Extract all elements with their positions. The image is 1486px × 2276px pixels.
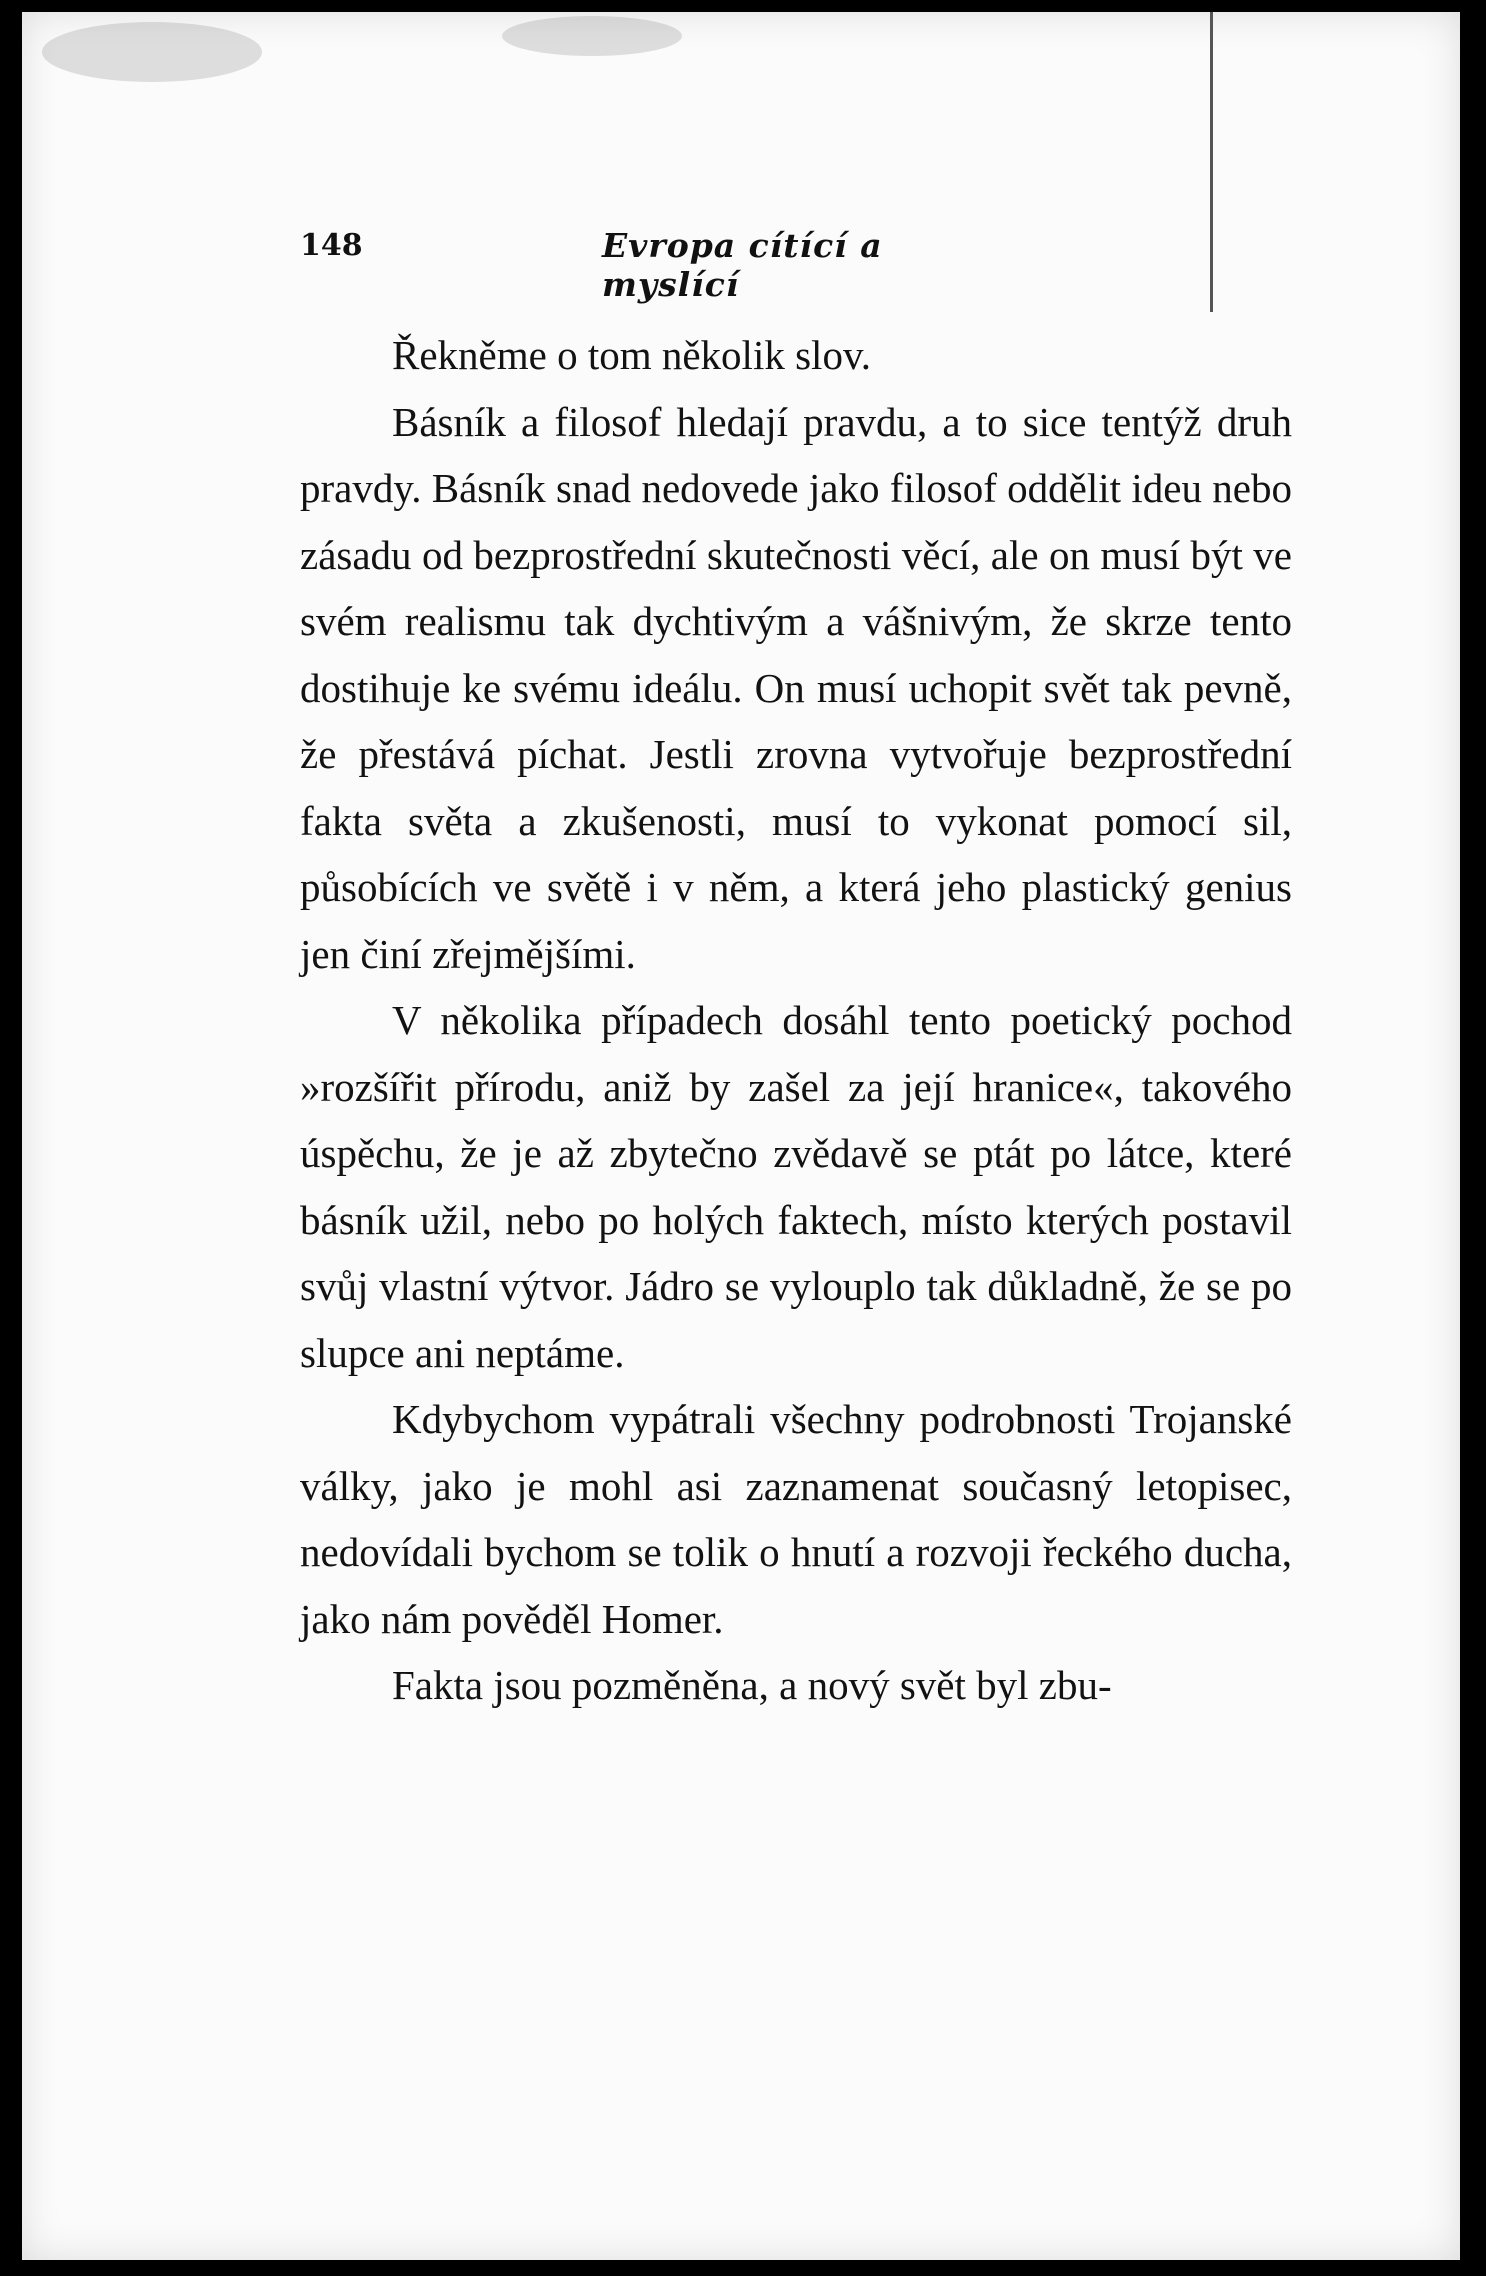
paragraph: Kdybychom vypátrali všechny podrobnosti Trojanské války, jako je mohl asi zaznamenat současný letopisec, nedovídali bychom se tolik o hnutí a rozvoji řeckého ducha, jako nám pověděl Homer. [300, 1396, 1292, 1642]
scan-smudge [42, 22, 262, 82]
paragraph: Fakta jsou pozměněna, a nový svět byl zbu- [392, 1662, 1112, 1708]
scan-smudge [502, 16, 682, 56]
paragraph: Řekněme o tom několik slov. [392, 332, 872, 378]
running-head [300, 226, 1000, 304]
paragraph: Básník a filosof hledají pravdu, a to sice tentýž druh pravdy. Básník snad nedovede jako filosof oddělit ideu nebo zásadu od bezprostřední skutečnosti věcí, ale on musí být ve svém realismu tak dychtivým a vášnivým, že skrze tento dostihuje ke svému ideálu. On musí uchopit svět tak pevně, že přestává píchat. Jestli zrovna vytvořuje bezprostřední fakta světa a zkušenosti, musí to vykonat pomocí sil, působících ve světě i v něm, a která jeho plastický genius jen činí zřejmějšími. [300, 398, 1292, 977]
paragraph: V několika případech dosáhl tento poetický pochod »rozšířit přírodu, aniž by zašel za její hranice«, takového úspěchu, že je až zbytečno zvědavě se ptát po látce, které básník užil, nebo po holých faktech, místo kterých postavil svůj vlastní výtvor. Jádro se vylouplo tak důkladně, že se po slupce ani neptáme. [300, 997, 1292, 1376]
scan-crease-line [1210, 12, 1213, 312]
running-title: Evropa cítící a myslící [602, 226, 883, 304]
page-number: 148 [300, 228, 363, 263]
body-text [300, 322, 1292, 1719]
